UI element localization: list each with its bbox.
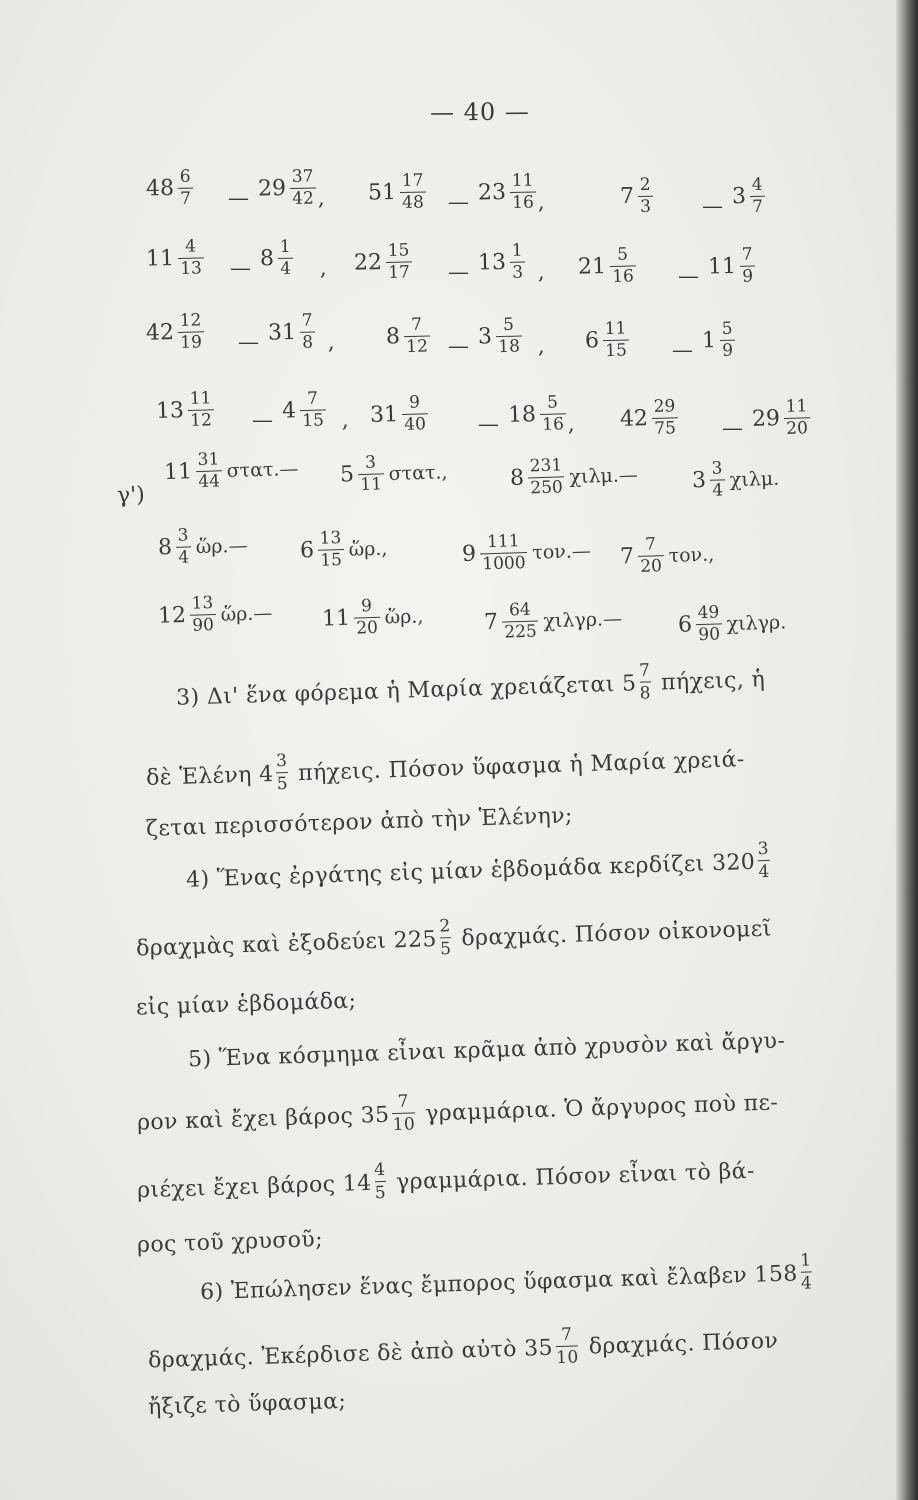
whole-part: 29 [257,176,287,202]
denominator: 75 [654,418,677,439]
denominator: 5 [374,1182,387,1204]
denominator: 17 [388,262,411,283]
whole-part: 29 [751,406,781,432]
minus-sign: — [478,412,499,436]
minus-sign: — [238,330,259,354]
fraction [639,660,652,703]
problem-4-line-3: εἰς μίαν ἑβδομάδα; [135,988,357,1021]
problem-5-line-1: 5) Ἕνα κόσμημα εἶναι κρᾶμα ἀπὸ χρυσὸν καὶ ἄργυ- [187,1028,786,1073]
mixed-number-with-unit [157,592,273,637]
fraction [719,320,735,361]
problem-6-line-1 [199,1252,815,1314]
denominator: 11 [360,474,383,496]
numerator: 29 [653,396,676,417]
mixed-number [478,171,538,213]
denominator: 9 [722,340,734,361]
mixed-number-with-unit [321,595,424,639]
whole-part: 31 [267,319,297,346]
denominator: 13 [180,258,203,279]
numerator: 5 [502,314,515,335]
fraction [195,450,222,492]
denominator: 15 [320,550,343,571]
problem-5-text-d: γραμμάρια. Πόσον εἶναι τὸ βά- [395,1158,756,1196]
mixed-number [478,241,528,283]
fraction [496,315,523,357]
problem-3-line-2 [145,739,745,801]
problem-3-line-1 [175,659,765,720]
numerator: 37 [291,166,314,187]
whole-part: 42 [619,406,649,432]
numerator: 11 [604,318,627,340]
fraction [527,456,565,498]
denominator: 12 [190,410,213,431]
denominator: 4 [712,480,724,501]
mixed-number [368,171,428,213]
denominator: 10 [555,1347,579,1369]
whole-part: 21 [577,254,607,280]
problem-4-text-c: δραχμάς. Πόσον οἰκονομεῖ [461,916,773,952]
fraction [400,172,426,213]
problem-3-text-a: 3) Δι' ἕνα φόρεμα ἡ Μαρία χρειάζεται 5 [175,671,637,711]
mixed-number [268,311,318,353]
fraction [178,237,204,279]
mixed-number [732,176,768,218]
unit-label: χιλμ. [729,467,780,491]
unit-label: ὥρ.— [195,534,248,558]
minus-sign: — [448,334,469,358]
numerator: 49 [697,602,720,624]
mixed-number [619,397,680,440]
fraction [800,1250,813,1293]
numerator: 5 [546,392,559,413]
minus-sign: — [448,190,469,214]
mixed-number-with-unit [163,448,299,493]
numerator: 15 [387,240,410,261]
mixed-number [507,393,568,436]
denominator: 8 [639,683,652,704]
whole-part: 7 [619,184,635,210]
numerator: 13 [191,593,214,614]
denominator: 225 [504,621,538,643]
mixed-number-with-unit [619,534,714,578]
fraction [750,176,766,217]
denominator: 18 [498,336,521,358]
numerator: 2 [639,174,651,195]
unit-label: χιλγρ.— [543,607,623,632]
numerator: 231 [529,455,563,477]
unit-label: ὥρ., [384,604,424,629]
numerator: 11 [511,170,534,191]
mixed-number [702,320,738,362]
minus-sign: — [702,194,723,218]
denominator: 15 [605,340,628,362]
whole-part: 3 [477,324,493,350]
mixed-number [260,238,296,280]
mixed-number [146,311,207,353]
numerator: 3 [177,525,189,546]
problem-3-text-c: δὲ Ἑλένη 4 [145,761,274,791]
mixed-number [155,389,216,432]
problem-6-text-b: δραχμάς. Ἐκέρδισε δὲ ἀπὸ αὐτὸ 35 [147,1335,554,1374]
denominator: 42 [292,188,314,209]
fraction [357,453,384,495]
mixed-number [578,245,638,287]
whole-part: 13 [477,249,507,276]
denominator: 19 [180,332,203,353]
denominator: 5 [439,939,452,960]
fraction [178,168,194,209]
problem-3-line-3: ζεται περισσότερον ἀπὸ τὴν Ἑλένην; [145,803,574,842]
numerator: 7 [397,1091,410,1112]
whole-part: 7 [483,609,499,636]
whole-part: 3 [731,184,747,210]
numerator: 31 [197,449,220,471]
denominator: 16 [512,192,534,213]
numerator: 9 [408,392,421,413]
denominator: 12 [406,336,429,358]
unit-label: τον.— [531,539,592,564]
numerator: 3 [275,750,288,772]
whole-part: 9 [461,541,477,568]
denominator: 20 [640,556,663,577]
mixed-number-with-unit [461,530,591,575]
unit-label: στατ.— [226,457,299,482]
fraction [740,246,756,287]
mixed-number [478,315,525,357]
problem-3-text-b: πήχεις, ἡ [660,667,766,696]
denominator: 90 [698,624,721,646]
whole-part: 3 [691,467,707,494]
mixed-number-with-unit [299,528,388,572]
fraction [695,603,722,645]
whole-part: 8 [385,324,401,350]
whole-part: 42 [145,320,175,346]
fraction [510,242,526,283]
whole-part: 11 [145,246,175,272]
denominator: 16 [542,414,565,435]
denominator: 250 [530,477,564,499]
numerator: 5 [616,244,629,265]
fraction [299,389,326,431]
mixed-number [258,167,318,209]
fraction [479,532,528,574]
mixed-number [281,389,328,431]
whole-part: 5 [339,462,355,488]
fraction [374,1160,387,1203]
numerator: 7 [644,534,657,555]
numerator: 9 [360,596,373,617]
fraction [539,393,566,435]
denominator: 7 [752,196,764,217]
fraction [278,238,294,279]
whole-part: 11 [707,253,737,280]
minus-sign: — [722,416,743,440]
denominator: 40 [404,414,427,435]
denominator: 10 [392,1114,416,1136]
problem-4-text-b: δραχμὰς καὶ ἐξοδεύει 225 [135,927,438,962]
whole-part: 8 [259,246,275,272]
fraction [637,535,664,577]
comma: , [538,260,545,284]
denominator: 15 [302,410,325,432]
problem-5-line-4: ρος τοῦ χρυσοῦ; [136,1227,324,1258]
fraction [610,245,636,287]
mixed-number-with-unit [339,451,448,495]
fraction [187,389,214,431]
whole-part: 11 [321,605,351,632]
numerator: 1 [279,236,291,257]
whole-part: 6 [299,537,315,564]
mixed-number [620,176,656,218]
mixed-number [386,315,433,357]
minus-sign: — [228,186,249,210]
fraction [392,1091,416,1135]
whole-part: 12 [157,602,187,629]
mixed-number [354,241,414,283]
minus-sign: — [252,408,273,432]
mixed-number [146,168,196,210]
numerator: 3 [364,452,377,473]
denominator: 20 [786,418,809,439]
whole-part: 18 [507,402,537,428]
problem-6-line-2 [147,1320,778,1383]
fraction [177,311,204,353]
minus-sign: — [230,256,251,280]
problem-5-text-c: ριέχει ἔχει βάρος 14 [136,1170,372,1204]
denominator: 4 [280,258,292,279]
numerator: 1 [799,1250,812,1271]
unit-label: τον., [668,543,715,567]
problem-6-text-a: 6) Ἐπώλησεν ἕνας ἔμπορος ὕφασμα καὶ ἔλαβεν 158 [199,1261,799,1306]
denominator: 3 [512,262,524,283]
mixed-number-with-unit [691,458,779,502]
whole-part: 48 [145,175,175,202]
fraction [757,839,770,882]
fraction [317,529,344,571]
fraction [783,397,810,439]
unit-label: ὥρ., [348,537,388,561]
whole-part: 22 [353,250,383,276]
problem-4-line-1 [185,838,773,902]
numerator: 7 [638,660,651,681]
numerator: 7 [301,310,313,331]
fraction [709,459,725,500]
unit-label: στατ., [388,460,448,485]
numerator: 13 [319,528,342,549]
mixed-number [146,237,206,279]
fraction [276,751,289,794]
comma: , [538,334,545,358]
denominator: 3 [640,196,652,217]
fraction [603,319,630,361]
comma: , [328,330,335,354]
fraction [651,397,678,439]
denominator: 48 [402,192,424,213]
problem-5-line-2 [136,1082,778,1145]
whole-part: 51 [367,180,397,206]
fraction [510,172,536,213]
whole-part: 8 [157,534,173,561]
numerator: 64 [508,599,532,621]
comma: , [342,408,349,432]
mixed-number-with-unit [157,525,248,569]
whole-part: 11 [163,459,193,486]
mixed-number [369,393,430,436]
denominator: 4 [800,1273,813,1294]
denominator: 7 [180,188,192,209]
numerator: 1 [511,240,523,261]
mixed-number [708,245,758,287]
fraction [439,916,452,959]
denominator: 1000 [482,553,526,575]
fraction [501,600,539,642]
numerator: 11 [785,396,808,417]
minus-sign: — [672,338,693,362]
mixed-number-with-unit [483,598,622,643]
whole-part: 7 [619,544,635,570]
whole-part: 13 [155,398,185,424]
numerator: 7 [306,388,319,409]
whole-part: 8 [509,465,525,492]
problem-5-line-3 [136,1150,755,1212]
comma: , [538,190,545,214]
whole-part: 1 [701,328,717,354]
whole-part: 6 [677,612,693,638]
numerator: 4 [751,174,763,195]
page-binding-edge [896,0,918,1500]
problem-6-line-3: ἤξιζε τὸ ὕφασμα; [147,1388,347,1421]
problem-4-text-a: 4) Ἕνας ἐργάτης εἰς μίαν ἑβδομάδα κερδίζει 320 [185,849,756,893]
minus-sign: — [678,264,699,288]
denominator: 5 [276,773,289,795]
denominator: 16 [612,266,635,287]
fraction [175,526,191,567]
fraction [189,594,216,636]
mixed-number-with-unit [509,454,638,499]
numerator: 7 [410,314,423,335]
whole-part: 4 [281,398,297,424]
mixed-number [585,319,632,361]
page-number: — 40 — [429,97,530,127]
numerator: 2 [439,916,451,937]
numerator: 6 [179,166,191,187]
mixed-number-with-unit [677,601,786,645]
numerator: 3 [711,458,723,479]
fraction [555,1324,579,1368]
fraction [290,168,316,209]
problem-3-text-d: πήχεις. Πόσον ὕφασμα ἡ Μαρία χρειά- [297,747,746,787]
numerator: 4 [184,236,197,257]
fraction [386,241,412,283]
mixed-number [751,397,812,440]
section-gamma-label: γ') [116,482,146,509]
numerator: 4 [373,1159,386,1181]
numerator: 5 [721,318,733,339]
unit-label: ὥρ.— [220,601,273,626]
fraction [299,311,315,352]
numerator: 111 [486,531,520,553]
fraction [353,597,380,639]
comma: , [318,186,325,210]
numerator: 3 [757,838,770,860]
numerator: 7 [741,244,753,265]
unit-label: χιλμ.— [569,463,639,488]
problem-6-text-c: δραχμάς. Πόσον [588,1328,779,1360]
unit-label: χιλγρ. [726,610,787,635]
denominator: 4 [178,547,190,568]
problem-5-text-b: γραμμάρια. Ὁ ἄργυρος ποὺ πε- [424,1090,779,1127]
minus-sign: — [448,260,469,284]
denominator: 20 [356,617,379,639]
fraction [401,393,428,435]
fraction [404,315,431,357]
problem-5-text-a: ρον καὶ ἔχει βάρος 35 [136,1102,390,1136]
numerator: 7 [560,1324,573,1345]
comma: , [568,412,575,436]
problem-4-line-2 [135,908,772,971]
numerator: 11 [189,388,212,409]
denominator: 9 [742,266,754,287]
comma: , [320,256,327,280]
fraction [638,176,654,217]
denominator: 44 [198,471,221,493]
denominator: 4 [758,861,771,883]
denominator: 90 [192,615,215,636]
denominator: 8 [302,332,314,353]
whole-part: 23 [477,180,507,206]
numerator: 17 [401,170,424,191]
whole-part: 31 [369,402,399,428]
whole-part: 6 [584,328,600,354]
numerator: 12 [179,310,202,331]
